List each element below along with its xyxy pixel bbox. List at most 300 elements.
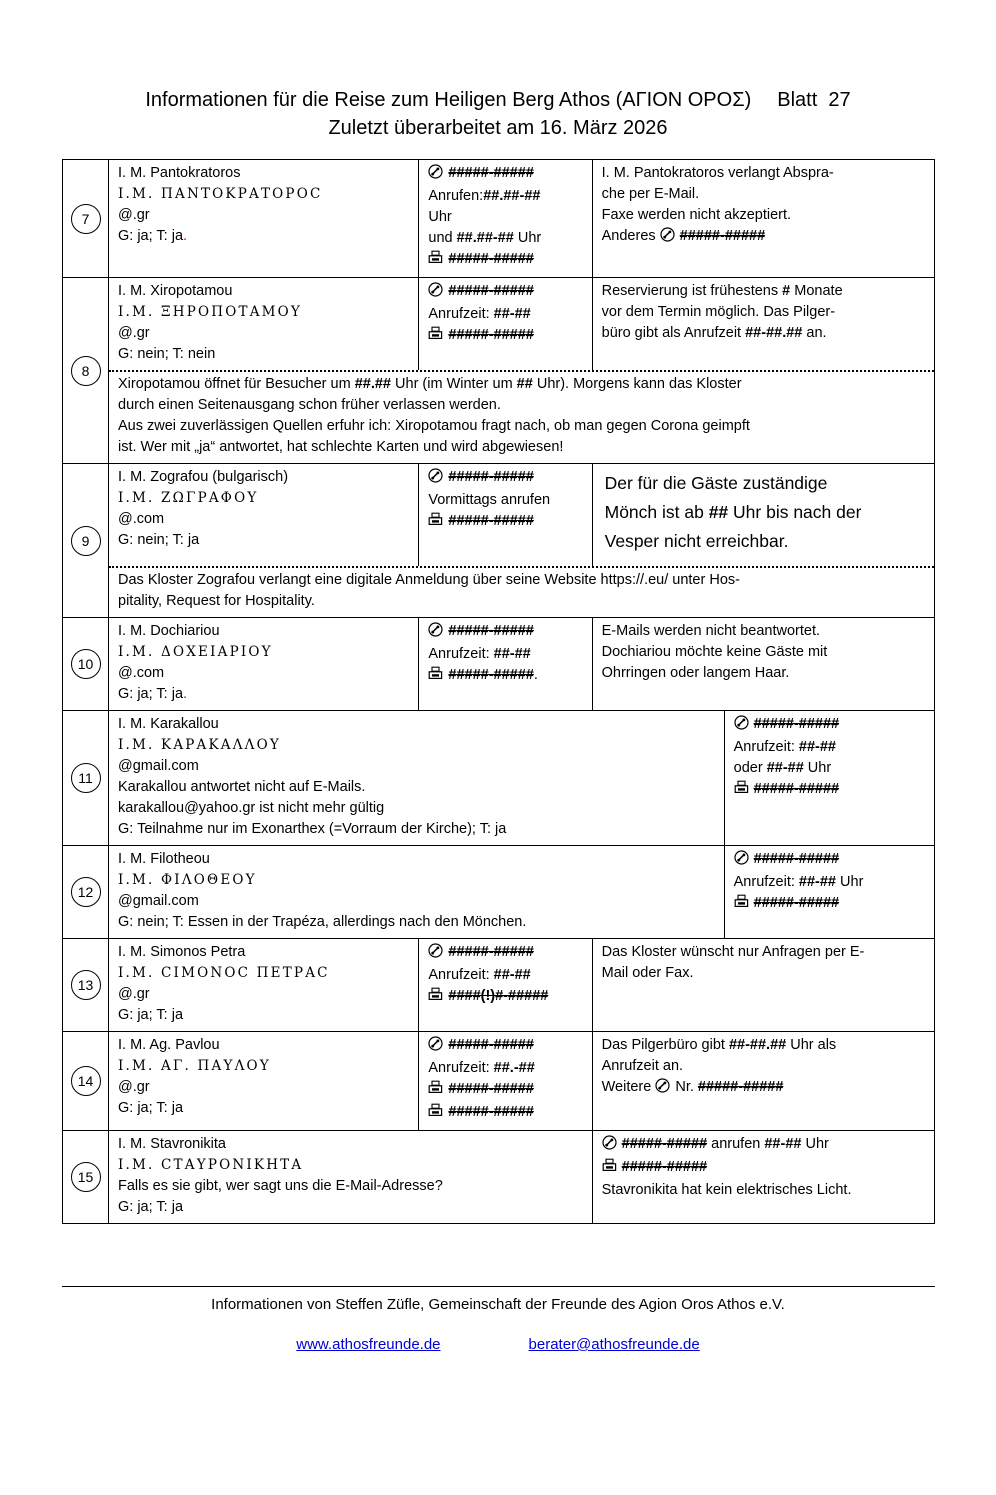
row-content: [109, 846, 934, 938]
text-segment: Mail oder Fax.: [601, 965, 694, 981]
text-line: [118, 819, 719, 840]
row-number-cell: [63, 618, 109, 710]
text-segment: und: [428, 230, 457, 246]
text-segment: @.gr: [118, 325, 150, 341]
text-line: [602, 1056, 929, 1077]
text-segment: G: Teilnahme nur im Exonarthex (=Vorraum der Kirche); T: ja: [118, 821, 507, 837]
text-line: [428, 1058, 586, 1079]
text-line: [118, 984, 413, 1005]
fax-icon: [428, 512, 443, 534]
table-row-9: [63, 463, 934, 617]
cell: [592, 160, 934, 277]
text-line: [118, 798, 719, 819]
text-segment: I. M. Zografou (bulgarisch): [118, 469, 289, 485]
struck-number: #####-#####: [448, 1037, 534, 1053]
table-row-13: [63, 938, 934, 1031]
text-line: [118, 642, 413, 663]
text-line: [118, 912, 719, 933]
text-line: [605, 498, 929, 527]
row-content: [109, 1032, 934, 1130]
text-line: [118, 488, 413, 509]
row-number-cell: [63, 464, 109, 617]
text-segment: I. M. Ag. Pavlou: [118, 1037, 220, 1053]
text-segment: Uhr: [513, 230, 542, 246]
cell: [109, 1032, 418, 1130]
footer-organization: Informationen von Steffen Züfle, Gemeinschaft der Freunde des Agion Oros Athos e.V.: [211, 1296, 785, 1313]
row-content: [109, 618, 934, 710]
text-segment: durch einen Seitenausgang schon früher verlassen werden.: [118, 397, 501, 413]
row-content: [109, 939, 934, 1031]
row-content: [109, 278, 934, 463]
text-line: [118, 395, 929, 416]
text-line: [118, 1176, 587, 1197]
text-line: [118, 1134, 587, 1155]
phone-icon: [428, 282, 443, 304]
phone-icon: [734, 850, 749, 872]
number-placeholder: ##.##-##: [483, 188, 541, 204]
cell: [592, 939, 934, 1031]
text-line: [428, 621, 586, 644]
phone-icon: [660, 227, 675, 249]
row-number-badge: 15: [71, 1162, 101, 1192]
row-number-cell: [63, 160, 109, 277]
struck-number: #####-#####: [679, 228, 766, 244]
row-content: [109, 160, 934, 277]
text-line: [602, 184, 929, 205]
number-placeholder: ##-##: [493, 967, 531, 983]
text-line: [118, 374, 929, 395]
text-line: [118, 1098, 413, 1119]
row-content: [109, 464, 934, 617]
text-line: [118, 942, 413, 963]
text-line: [428, 986, 586, 1009]
text-line: [602, 281, 929, 302]
text-segment: Anrufzeit:: [733, 874, 799, 890]
text-line: [734, 872, 929, 893]
text-segment: @.com: [118, 511, 165, 527]
text-line: [602, 1157, 929, 1180]
text-line: [602, 942, 929, 963]
text-line: [118, 777, 719, 798]
number-placeholder: ##.##: [354, 376, 391, 392]
row-number-cell: [63, 939, 109, 1031]
title-line-2: Zuletzt überarbeitet am 16. März 2026: [328, 117, 668, 139]
text-line: [118, 663, 413, 684]
text-segment: Anrufzeit an.: [601, 1058, 684, 1074]
text-line: [118, 281, 413, 302]
struck-number: #####-#####: [697, 1079, 784, 1095]
row-number-cell: [63, 1131, 109, 1223]
text-segment: Mönch ist ab: [604, 502, 709, 522]
greek-name: Ι.Μ. CΙΜΟΝΟC ΠΕΤΡΑC: [118, 965, 330, 981]
text-segment: @gmail.com: [118, 893, 199, 909]
text-line: [118, 416, 929, 437]
text-line: [118, 530, 413, 551]
text-line: [428, 467, 586, 490]
text-line: [602, 163, 929, 184]
text-line: [602, 226, 929, 249]
text-line: [428, 186, 586, 207]
website-link[interactable]: www.athosfreunde.de: [296, 1336, 441, 1353]
fax-icon: [428, 1103, 443, 1125]
number-placeholder: ##: [516, 376, 533, 392]
text-line: [602, 621, 929, 642]
table-row-15: [63, 1130, 934, 1223]
text-segment: Uhr: [803, 760, 832, 776]
footer-links: [0, 1336, 996, 1353]
row-columns: [109, 1131, 934, 1223]
number-placeholder: ##-##: [798, 739, 836, 755]
text-segment: Monate: [790, 283, 843, 299]
text-segment: Das Pilgerbüro gibt: [601, 1037, 729, 1053]
row-number-badge: 8: [71, 356, 101, 386]
number-placeholder: ##-##: [493, 646, 531, 662]
text-line: [734, 779, 929, 802]
table-row-12: [63, 845, 934, 938]
struck-number: #####-#####: [448, 944, 534, 960]
struck-number: #####-#####: [448, 327, 534, 343]
text-line: [602, 1035, 929, 1056]
row-columns: [109, 618, 934, 710]
text-segment: I. M. Pantokratoros: [118, 165, 241, 181]
text-line: [118, 163, 413, 184]
text-line: [734, 893, 929, 916]
text-line: [118, 1155, 587, 1176]
greek-name: Ι.Μ. ΔΟΧΕΙΑΡΙΟΥ: [118, 644, 273, 660]
text-line: [734, 849, 929, 872]
cell: [418, 618, 591, 710]
greek-name: Ι.Μ. CΤΑΥΡΟΝΙΚΗΤΑ: [118, 1157, 304, 1173]
text-segment: Uhr: [428, 209, 452, 225]
row-columns: [109, 939, 934, 1031]
text-segment: Anrufen:: [428, 188, 484, 204]
cell: [109, 1131, 592, 1223]
text-line: [602, 1180, 929, 1201]
greek-name: Ι.Μ. ΞΗΡΟΠΟΤΑΜΟΥ: [118, 304, 303, 320]
text-line: [428, 207, 586, 228]
text-segment: I. M. Filotheou: [118, 851, 210, 867]
text-segment: @.gr: [118, 1079, 150, 1095]
text-segment: I. M. Xiropotamou: [118, 283, 233, 299]
text-segment: Uhr bis nach der: [728, 502, 862, 522]
text-line: [118, 509, 413, 530]
cell: [109, 846, 724, 938]
text-line: [602, 642, 929, 663]
fax-icon: [428, 326, 443, 348]
cell: [592, 1032, 934, 1130]
text-line: [118, 344, 413, 365]
text-line: [734, 758, 929, 779]
text-line: [602, 205, 929, 226]
text-segment: Anrufzeit:: [428, 967, 494, 983]
struck-number: #####-#####: [448, 667, 534, 683]
cell: [724, 711, 934, 845]
greek-name: Ι.Μ. ΠΑΝΤΟΚΡΑΤΟΡΟC: [118, 186, 323, 202]
text-segment: G: ja; T: ja: [118, 1100, 184, 1116]
text-segment: G: ja; T: ja: [118, 1199, 184, 1215]
text-line: [734, 737, 929, 758]
struck-number: #####-#####: [448, 251, 534, 267]
cell: [418, 1032, 591, 1130]
struck-number: #####-#####: [753, 781, 840, 797]
text-segment: Uhr (im Winter um: [391, 376, 517, 392]
text-segment: Weitere: [601, 1079, 656, 1095]
fax-icon: [428, 1080, 443, 1102]
text-segment: I. M. Dochiariou: [118, 623, 220, 639]
text-segment: anrufen: [707, 1136, 765, 1152]
row-columns: [109, 160, 934, 277]
text-segment: Karakallou antwortet nicht auf E-Mails.: [118, 779, 366, 795]
row-number-cell: [63, 846, 109, 938]
number-placeholder: #: [782, 283, 791, 299]
text-line: [118, 849, 719, 870]
phone-icon: [428, 943, 443, 965]
cell: [592, 278, 934, 370]
red-mark: .: [183, 686, 188, 702]
text-line: [118, 323, 413, 344]
text-segment: oder: [733, 760, 767, 776]
text-line: [428, 304, 586, 325]
row-columns: [109, 846, 934, 938]
text-line: [118, 714, 719, 735]
text-line: [428, 1035, 586, 1058]
text-segment: @gmail.com: [118, 758, 199, 774]
text-line: [602, 1134, 929, 1157]
text-segment: G: ja; T: ja: [118, 686, 184, 702]
phone-icon: [428, 1036, 443, 1058]
text-line: [118, 1197, 587, 1218]
phone-icon: [428, 164, 443, 186]
text-segment: G: ja; T: ja: [118, 1007, 184, 1023]
text-line: [605, 527, 929, 556]
fax-icon: [734, 894, 749, 916]
number-placeholder: ##-##: [798, 874, 836, 890]
text-segment: karakallou@yahoo.gr ist nicht mehr gültig: [118, 800, 385, 816]
text-line: [428, 249, 586, 272]
text-line: [118, 1035, 413, 1056]
phone-icon: [602, 1135, 617, 1157]
fax-icon: [428, 987, 443, 1009]
text-line: [118, 963, 413, 984]
text-line: [118, 1056, 413, 1077]
text-line: [118, 621, 413, 642]
number-placeholder: ##-##.##: [728, 1037, 787, 1053]
text-segment: I. M. Karakallou: [118, 716, 219, 732]
text-segment: I. M. Stavronikita: [118, 1136, 226, 1152]
fax-icon: [428, 250, 443, 272]
text-segment: Anrufzeit:: [428, 1060, 494, 1076]
text-line: [428, 228, 586, 249]
text-line: [118, 1077, 413, 1098]
text-segment: Anrufzeit:: [428, 646, 494, 662]
cell: [109, 711, 724, 845]
footer-divider: [62, 1286, 935, 1287]
struck-number: #####-#####: [448, 1104, 534, 1120]
number-placeholder: ##.-##: [493, 1060, 535, 1076]
text-line: [428, 325, 586, 348]
cell: [592, 1131, 934, 1223]
text-line: [605, 469, 929, 498]
text-segment: Xiropotamou öffnet für Besucher um: [118, 376, 355, 392]
cell: [418, 160, 591, 277]
text-line: [428, 942, 586, 965]
struck-number: #####-#####: [448, 469, 534, 485]
cell: [418, 464, 591, 566]
text-segment: G: ja; T: ja: [118, 228, 184, 244]
text-segment: @.gr: [118, 207, 150, 223]
text-segment: Stavronikita hat kein elektrisches Licht.: [601, 1182, 852, 1198]
text-line: [602, 1077, 929, 1100]
text-segment: Das Kloster Zografou verlangt eine digitale Anmeldung über seine Website https://.eu/ unter Hos-: [118, 572, 740, 588]
row-number-badge: 10: [71, 649, 101, 679]
text-segment: Ohrringen oder langem Haar.: [601, 665, 790, 681]
text-segment: Dochiariou möchte keine Gäste mit: [601, 644, 828, 660]
text-segment: Vesper nicht erreichbar.: [604, 531, 789, 551]
text-segment: @.gr: [118, 986, 150, 1002]
text-segment: che per E-Mail.: [601, 186, 700, 202]
red-mark: .: [183, 228, 188, 244]
struck-number: #####-#####: [448, 283, 534, 299]
text-line: [118, 756, 719, 777]
row-note: [109, 566, 934, 617]
text-segment: I. M. Simonos Petra: [118, 944, 246, 960]
text-line: [428, 511, 586, 534]
cell: [724, 846, 934, 938]
document-header: [0, 86, 996, 142]
struck-number: #####-#####: [448, 1081, 534, 1097]
text-line: [428, 965, 586, 986]
number-placeholder: ##.##-##: [456, 230, 514, 246]
text-segment: Uhr: [836, 874, 864, 890]
text-segment: Reservierung ist frühestens: [601, 283, 783, 299]
text-segment: Anderes: [601, 228, 660, 244]
row-number-badge: 12: [71, 877, 101, 907]
text-line: [602, 323, 929, 344]
text-line: [428, 1102, 586, 1125]
sheet-number: Blatt 27: [777, 89, 851, 111]
phone-icon: [734, 715, 749, 737]
text-line: [428, 644, 586, 665]
text-line: [118, 302, 413, 323]
text-segment: Uhr als: [786, 1037, 837, 1053]
struck-number: ####(!)#-#####: [448, 988, 549, 1004]
number-placeholder: ##-##: [766, 760, 804, 776]
row-number-badge: 14: [71, 1066, 101, 1096]
text-line: [118, 870, 719, 891]
fax-icon: [602, 1158, 617, 1180]
row-columns: [109, 711, 934, 845]
text-segment: Das Kloster wünscht nur Anfragen per E-: [601, 944, 865, 960]
text-line: [118, 891, 719, 912]
cell: [418, 278, 591, 370]
greek-name: Ι.Μ. ΑΓ. ΠΑΥΛΟΥ: [118, 1058, 271, 1074]
text-segment: pitality, Request for Hospitality.: [118, 593, 315, 609]
cell: [109, 464, 418, 566]
text-line: [118, 570, 929, 591]
text-segment: vor dem Termin möglich. Das Pilger-: [601, 304, 836, 320]
text-segment: G: nein; T: ja: [118, 532, 200, 548]
cell: [109, 160, 418, 277]
row-content: [109, 1131, 934, 1223]
number-placeholder: ##-##.##: [745, 325, 803, 341]
text-segment: Vormittags anrufen: [428, 492, 551, 508]
text-line: [118, 467, 413, 488]
text-line: [428, 163, 586, 186]
cell: [592, 464, 934, 566]
greek-name: Ι.Μ. ΖΩΓΡΑΦΟΥ: [118, 490, 259, 506]
text-segment: Nr.: [675, 1079, 698, 1095]
row-columns: [109, 464, 934, 566]
text-line: [118, 437, 929, 458]
text-line: [428, 1079, 586, 1102]
text-line: [118, 591, 929, 612]
row-columns: [109, 278, 934, 370]
text-segment: .: [533, 667, 538, 683]
text-line: [118, 184, 413, 205]
text-segment: Uhr: [801, 1136, 829, 1152]
text-line: [118, 735, 719, 756]
table-row-10: [63, 617, 934, 710]
row-number-badge: 7: [71, 204, 101, 234]
text-line: [118, 226, 413, 247]
greek-name: Ι.Μ. ΦΙΛΟΘΕΟΥ: [118, 872, 257, 888]
text-line: [602, 663, 929, 684]
number-placeholder: ##-##: [764, 1136, 802, 1152]
cell: [109, 278, 418, 370]
greek-name: Ι.Μ. ΚΑΡΑΚΑΛΛΟΥ: [118, 737, 282, 753]
text-segment: büro gibt als Anrufzeit: [601, 325, 746, 341]
row-columns: [109, 1032, 934, 1130]
struck-number: #####-#####: [448, 623, 534, 639]
text-segment: I. M. Pantokratoros verlangt Abspra-: [601, 165, 834, 181]
table-row-7: [63, 160, 934, 277]
number-placeholder: ##-##: [493, 306, 531, 322]
text-line: [118, 684, 413, 705]
text-line: [428, 665, 586, 688]
fax-icon: [734, 780, 749, 802]
text-line: [428, 281, 586, 304]
table-row-11: [63, 710, 934, 845]
number-placeholder: ##: [708, 502, 729, 522]
cell: [109, 939, 418, 1031]
text-segment: Uhr). Morgens kann das Kloster: [532, 376, 742, 392]
phone-icon: [655, 1078, 670, 1100]
text-segment: Aus zwei zuverlässigen Quellen erfuhr ich: Xiropotamou fragt nach, ob man gegen Corona geimpft: [118, 418, 750, 434]
email-link[interactable]: berater@athosfreunde.de: [528, 1336, 700, 1353]
fax-icon: [428, 666, 443, 688]
table-row-14: [63, 1031, 934, 1130]
text-segment: G: nein; T: Essen in der Trapéza, allerdings nach den Mönchen.: [118, 914, 527, 930]
phone-icon: [428, 468, 443, 490]
monastery-table: [62, 159, 935, 1224]
page-title: Informationen für die Reise zum Heiligen Berg Athos (ΑΓΙΟΝ ΟΡΟΣ): [145, 89, 752, 111]
row-number-cell: [63, 278, 109, 463]
table-row-8: [63, 277, 934, 463]
text-segment: ist. Wer mit „ja“ antwortet, hat schlechte Karten und wird abgewiesen!: [118, 439, 564, 455]
row-note: [109, 370, 934, 463]
row-number-badge: 9: [71, 526, 101, 556]
text-line: [118, 205, 413, 226]
text-segment: Falls es sie gibt, wer sagt uns die E-Mail-Adresse?: [118, 1178, 443, 1194]
text-segment: Faxe werden nicht akzeptiert.: [601, 207, 792, 223]
text-line: [428, 490, 586, 511]
text-segment: an.: [802, 325, 827, 341]
text-line: [602, 963, 929, 984]
phone-icon: [428, 622, 443, 644]
cell: [109, 618, 418, 710]
text-segment: G: nein; T: nein: [118, 346, 216, 362]
row-number-cell: [63, 711, 109, 845]
